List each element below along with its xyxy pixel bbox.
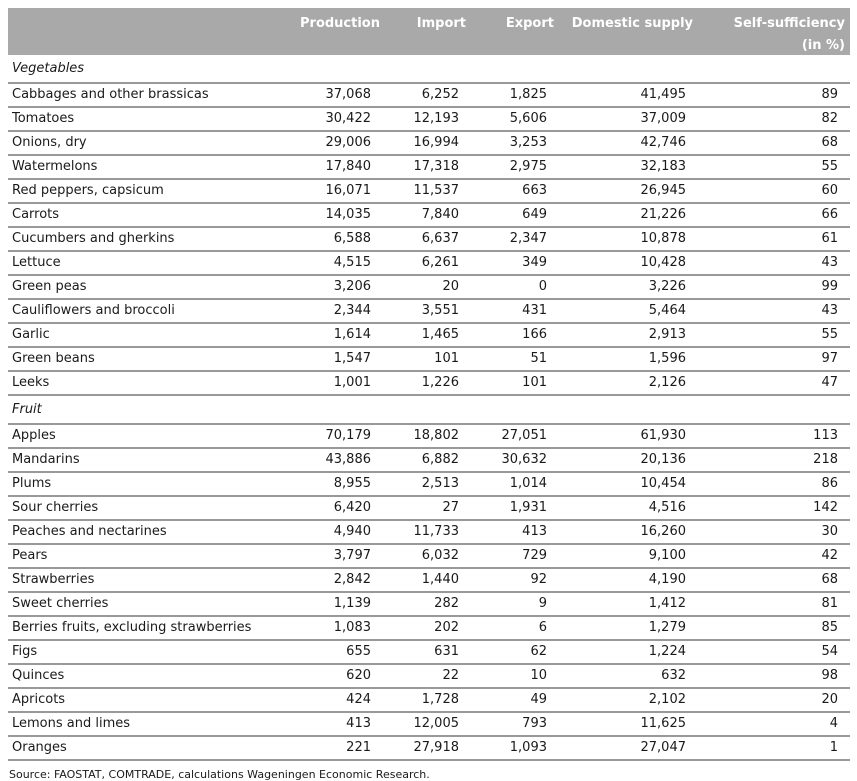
row-value-cell: 97 bbox=[698, 347, 850, 371]
row-value-cell: 4 bbox=[698, 712, 850, 736]
row-value-cell: 9,100 bbox=[559, 544, 698, 568]
header-production: Production bbox=[300, 8, 383, 55]
row-value-cell: 9 bbox=[471, 592, 559, 616]
row-value-cell: 16,994 bbox=[383, 131, 471, 155]
row-name-cell: Quinces bbox=[8, 664, 300, 688]
row-value-cell: 4,190 bbox=[559, 568, 698, 592]
row-value-cell: 655 bbox=[300, 640, 383, 664]
row-value-cell: 1,279 bbox=[559, 616, 698, 640]
row-value-cell: 20 bbox=[698, 688, 850, 712]
row-value-cell: 6,588 bbox=[300, 227, 383, 251]
row-value-cell: 20,136 bbox=[559, 448, 698, 472]
row-value-cell: 1,412 bbox=[559, 592, 698, 616]
table-row bbox=[8, 371, 850, 395]
row-value-cell: 218 bbox=[698, 448, 850, 472]
row-name-cell: Tomatoes bbox=[8, 107, 300, 131]
row-value-cell: 413 bbox=[471, 520, 559, 544]
row-value-cell: 349 bbox=[471, 251, 559, 275]
row-value-cell: 221 bbox=[300, 736, 383, 760]
section-row-fruit bbox=[8, 395, 850, 424]
table-header-row bbox=[8, 8, 850, 55]
row-name-cell: Peaches and nectarines bbox=[8, 520, 300, 544]
row-value-cell: 1,596 bbox=[559, 347, 698, 371]
row-value-cell: 282 bbox=[383, 592, 471, 616]
row-value-cell: 12,193 bbox=[383, 107, 471, 131]
row-value-cell: 62 bbox=[471, 640, 559, 664]
section-label: Fruit bbox=[8, 395, 850, 424]
row-value-cell: 7,840 bbox=[383, 203, 471, 227]
row-value-cell: 202 bbox=[383, 616, 471, 640]
row-value-cell: 55 bbox=[698, 323, 850, 347]
table-row bbox=[8, 424, 850, 448]
row-name-cell: Lettuce bbox=[8, 251, 300, 275]
row-name-cell: Cabbages and other brassicas bbox=[8, 83, 300, 107]
row-value-cell: 649 bbox=[471, 203, 559, 227]
table-row bbox=[8, 592, 850, 616]
row-value-cell: 27,918 bbox=[383, 736, 471, 760]
row-value-cell: 14,035 bbox=[300, 203, 383, 227]
table-row bbox=[8, 616, 850, 640]
table-row bbox=[8, 448, 850, 472]
table-row bbox=[8, 736, 850, 760]
row-value-cell: 6 bbox=[471, 616, 559, 640]
row-value-cell: 27,047 bbox=[559, 736, 698, 760]
row-value-cell: 413 bbox=[300, 712, 383, 736]
row-value-cell: 61 bbox=[698, 227, 850, 251]
row-value-cell: 431 bbox=[471, 299, 559, 323]
table-row bbox=[8, 155, 850, 179]
row-value-cell: 1,440 bbox=[383, 568, 471, 592]
row-value-cell: 1,093 bbox=[471, 736, 559, 760]
row-value-cell: 10,454 bbox=[559, 472, 698, 496]
row-value-cell: 0 bbox=[471, 275, 559, 299]
header-domestic-supply: Domestic supply bbox=[559, 8, 698, 55]
row-name-cell: Cauliflowers and broccoli bbox=[8, 299, 300, 323]
row-value-cell: 61,930 bbox=[559, 424, 698, 448]
row-value-cell: 12,005 bbox=[383, 712, 471, 736]
table-row bbox=[8, 203, 850, 227]
row-value-cell: 17,318 bbox=[383, 155, 471, 179]
row-name-cell: Pears bbox=[8, 544, 300, 568]
row-value-cell: 8,955 bbox=[300, 472, 383, 496]
row-name-cell: Green beans bbox=[8, 347, 300, 371]
row-value-cell: 729 bbox=[471, 544, 559, 568]
row-value-cell: 21,226 bbox=[559, 203, 698, 227]
row-name-cell: Apricots bbox=[8, 688, 300, 712]
row-value-cell: 2,126 bbox=[559, 371, 698, 395]
row-value-cell: 1,014 bbox=[471, 472, 559, 496]
row-value-cell: 1,465 bbox=[383, 323, 471, 347]
table-row bbox=[8, 83, 850, 107]
row-value-cell: 3,206 bbox=[300, 275, 383, 299]
table-row bbox=[8, 227, 850, 251]
row-value-cell: 631 bbox=[383, 640, 471, 664]
row-value-cell: 2,975 bbox=[471, 155, 559, 179]
row-value-cell: 43,886 bbox=[300, 448, 383, 472]
row-value-cell: 5,464 bbox=[559, 299, 698, 323]
table-row bbox=[8, 179, 850, 203]
row-value-cell: 81 bbox=[698, 592, 850, 616]
row-name-cell: Cucumbers and gherkins bbox=[8, 227, 300, 251]
row-name-cell: Carrots bbox=[8, 203, 300, 227]
row-value-cell: 2,102 bbox=[559, 688, 698, 712]
table-row bbox=[8, 496, 850, 520]
section-row-vegetables bbox=[8, 55, 850, 83]
row-value-cell: 16,071 bbox=[300, 179, 383, 203]
row-value-cell: 51 bbox=[471, 347, 559, 371]
row-name-cell: Strawberries bbox=[8, 568, 300, 592]
table-row bbox=[8, 712, 850, 736]
row-value-cell: 1,226 bbox=[383, 371, 471, 395]
row-value-cell: 424 bbox=[300, 688, 383, 712]
source-note: Source: FAOSTAT, COMTRADE, calculations Wageningen Economic Research. bbox=[9, 768, 430, 781]
row-value-cell: 60 bbox=[698, 179, 850, 203]
row-value-cell: 6,882 bbox=[383, 448, 471, 472]
commodity-supply-table bbox=[8, 8, 850, 761]
row-value-cell: 27 bbox=[383, 496, 471, 520]
row-name-cell: Red peppers, capsicum bbox=[8, 179, 300, 203]
row-value-cell: 22 bbox=[383, 664, 471, 688]
row-value-cell: 92 bbox=[471, 568, 559, 592]
table-row bbox=[8, 299, 850, 323]
row-value-cell: 10,428 bbox=[559, 251, 698, 275]
row-name-cell: Figs bbox=[8, 640, 300, 664]
row-name-cell: Plums bbox=[8, 472, 300, 496]
row-value-cell: 55 bbox=[698, 155, 850, 179]
row-name-cell: Sweet cherries bbox=[8, 592, 300, 616]
header-self-sufficiency-label: Self-sufficiency bbox=[733, 16, 845, 31]
row-value-cell: 98 bbox=[698, 664, 850, 688]
row-value-cell: 3,551 bbox=[383, 299, 471, 323]
row-value-cell: 10 bbox=[471, 664, 559, 688]
row-value-cell: 6,032 bbox=[383, 544, 471, 568]
row-value-cell: 30 bbox=[698, 520, 850, 544]
row-name-cell: Leeks bbox=[8, 371, 300, 395]
row-value-cell: 1,825 bbox=[471, 83, 559, 107]
row-value-cell: 620 bbox=[300, 664, 383, 688]
row-value-cell: 3,797 bbox=[300, 544, 383, 568]
row-name-cell: Lemons and limes bbox=[8, 712, 300, 736]
row-value-cell: 11,733 bbox=[383, 520, 471, 544]
row-value-cell: 29,006 bbox=[300, 131, 383, 155]
row-value-cell: 37,009 bbox=[559, 107, 698, 131]
row-value-cell: 30,422 bbox=[300, 107, 383, 131]
row-value-cell: 2,913 bbox=[559, 323, 698, 347]
table-row bbox=[8, 664, 850, 688]
header-unit-note: (in %) bbox=[801, 38, 845, 53]
row-value-cell: 1,728 bbox=[383, 688, 471, 712]
table-row bbox=[8, 275, 850, 299]
row-value-cell: 6,637 bbox=[383, 227, 471, 251]
row-value-cell: 113 bbox=[698, 424, 850, 448]
row-name-cell: Berries fruits, excluding strawberries bbox=[8, 616, 300, 640]
row-value-cell: 1,224 bbox=[559, 640, 698, 664]
row-value-cell: 2,513 bbox=[383, 472, 471, 496]
row-value-cell: 6,252 bbox=[383, 83, 471, 107]
row-value-cell: 1,931 bbox=[471, 496, 559, 520]
row-value-cell: 43 bbox=[698, 299, 850, 323]
row-value-cell: 101 bbox=[383, 347, 471, 371]
row-value-cell: 1,083 bbox=[300, 616, 383, 640]
row-value-cell: 632 bbox=[559, 664, 698, 688]
row-value-cell: 11,625 bbox=[559, 712, 698, 736]
row-value-cell: 54 bbox=[698, 640, 850, 664]
table-row bbox=[8, 107, 850, 131]
row-value-cell: 17,840 bbox=[300, 155, 383, 179]
row-value-cell: 1,139 bbox=[300, 592, 383, 616]
row-value-cell: 32,183 bbox=[559, 155, 698, 179]
table-row bbox=[8, 544, 850, 568]
row-value-cell: 3,226 bbox=[559, 275, 698, 299]
row-value-cell: 68 bbox=[698, 131, 850, 155]
row-value-cell: 30,632 bbox=[471, 448, 559, 472]
row-value-cell: 3,253 bbox=[471, 131, 559, 155]
row-value-cell: 86 bbox=[698, 472, 850, 496]
table-row bbox=[8, 472, 850, 496]
table-row bbox=[8, 688, 850, 712]
row-value-cell: 20 bbox=[383, 275, 471, 299]
table-row bbox=[8, 520, 850, 544]
row-value-cell: 142 bbox=[698, 496, 850, 520]
row-value-cell: 5,606 bbox=[471, 107, 559, 131]
header-self-sufficiency bbox=[698, 8, 850, 55]
row-value-cell: 82 bbox=[698, 107, 850, 131]
row-value-cell: 99 bbox=[698, 275, 850, 299]
row-value-cell: 68 bbox=[698, 568, 850, 592]
row-value-cell: 43 bbox=[698, 251, 850, 275]
row-name-cell: Green peas bbox=[8, 275, 300, 299]
row-value-cell: 2,344 bbox=[300, 299, 383, 323]
row-value-cell: 4,515 bbox=[300, 251, 383, 275]
table-row bbox=[8, 131, 850, 155]
row-value-cell: 101 bbox=[471, 371, 559, 395]
row-value-cell: 27,051 bbox=[471, 424, 559, 448]
row-value-cell: 42 bbox=[698, 544, 850, 568]
table-row bbox=[8, 640, 850, 664]
row-value-cell: 37,068 bbox=[300, 83, 383, 107]
row-value-cell: 16,260 bbox=[559, 520, 698, 544]
row-name-cell: Onions, dry bbox=[8, 131, 300, 155]
row-name-cell: Oranges bbox=[8, 736, 300, 760]
table-row bbox=[8, 568, 850, 592]
row-value-cell: 11,537 bbox=[383, 179, 471, 203]
row-value-cell: 1,001 bbox=[300, 371, 383, 395]
row-name-cell: Garlic bbox=[8, 323, 300, 347]
row-value-cell: 18,802 bbox=[383, 424, 471, 448]
row-value-cell: 41,495 bbox=[559, 83, 698, 107]
row-value-cell: 1,614 bbox=[300, 323, 383, 347]
row-value-cell: 49 bbox=[471, 688, 559, 712]
row-value-cell: 66 bbox=[698, 203, 850, 227]
row-value-cell: 2,347 bbox=[471, 227, 559, 251]
row-value-cell: 2,842 bbox=[300, 568, 383, 592]
row-value-cell: 793 bbox=[471, 712, 559, 736]
row-value-cell: 85 bbox=[698, 616, 850, 640]
row-name-cell: Mandarins bbox=[8, 448, 300, 472]
table-row bbox=[8, 251, 850, 275]
row-value-cell: 26,945 bbox=[559, 179, 698, 203]
table-row bbox=[8, 323, 850, 347]
row-value-cell: 42,746 bbox=[559, 131, 698, 155]
section-label: Vegetables bbox=[8, 55, 850, 83]
row-value-cell: 89 bbox=[698, 83, 850, 107]
row-value-cell: 47 bbox=[698, 371, 850, 395]
row-name-cell: Apples bbox=[8, 424, 300, 448]
row-value-cell: 1 bbox=[698, 736, 850, 760]
header-export: Export bbox=[471, 8, 559, 55]
row-value-cell: 6,420 bbox=[300, 496, 383, 520]
row-value-cell: 70,179 bbox=[300, 424, 383, 448]
row-name-cell: Watermelons bbox=[8, 155, 300, 179]
header-import: Import bbox=[383, 8, 471, 55]
row-value-cell: 663 bbox=[471, 179, 559, 203]
row-value-cell: 166 bbox=[471, 323, 559, 347]
row-value-cell: 4,516 bbox=[559, 496, 698, 520]
row-name-cell: Sour cherries bbox=[8, 496, 300, 520]
row-value-cell: 4,940 bbox=[300, 520, 383, 544]
row-value-cell: 1,547 bbox=[300, 347, 383, 371]
row-value-cell: 10,878 bbox=[559, 227, 698, 251]
header-item-column bbox=[8, 8, 300, 55]
table-row bbox=[8, 347, 850, 371]
row-value-cell: 6,261 bbox=[383, 251, 471, 275]
